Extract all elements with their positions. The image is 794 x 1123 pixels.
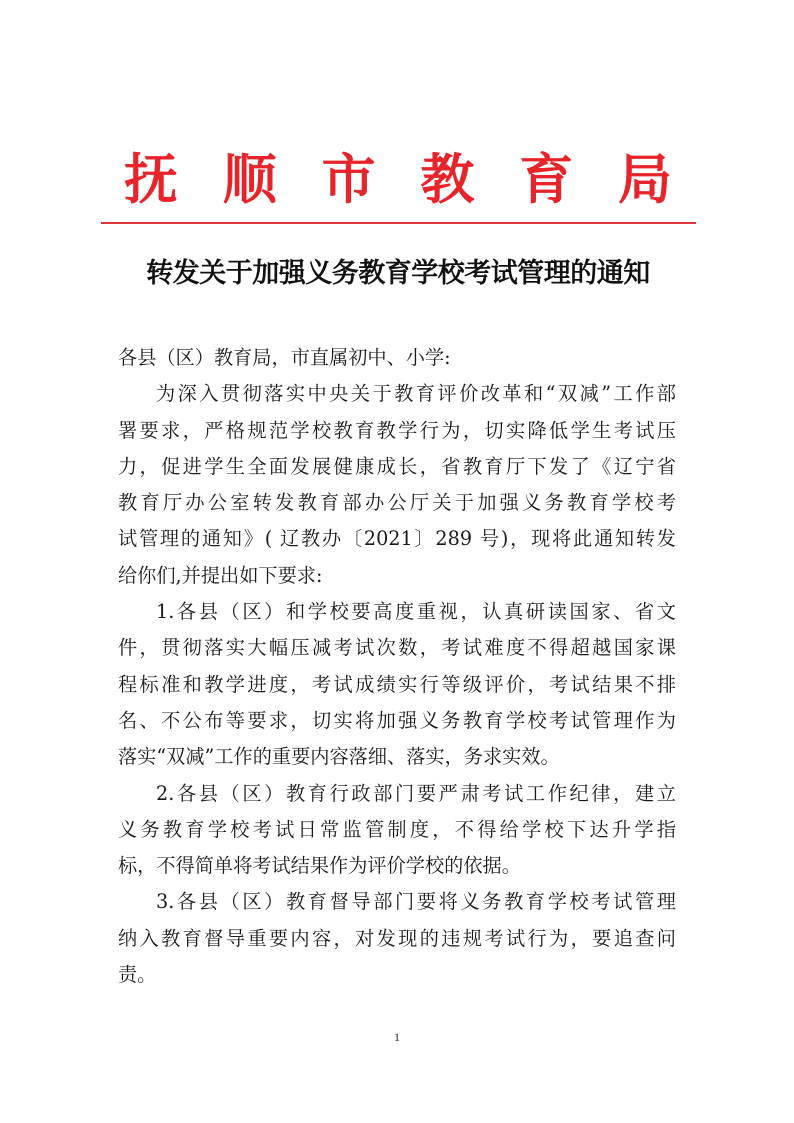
org-char: 市 xyxy=(321,146,376,211)
requirement-3 xyxy=(118,884,676,993)
paragraph-line: 责。 xyxy=(118,963,157,987)
requirement-1 xyxy=(118,594,676,775)
org-char: 抚 xyxy=(124,146,178,211)
paragraph-line: 程标准和教学进度，考试成绩实行等级评价，考试结果不排 xyxy=(118,672,676,696)
paragraph-line: 力，促进学生全面发展健康成长，省教育厅下发了《辽宁省 xyxy=(118,454,676,478)
page-number: 1 xyxy=(394,1030,400,1044)
paragraph-line: 件，贯彻落实大幅压减考试次数，考试难度不得超越国家课 xyxy=(118,636,676,660)
paragraph-line: 3.各县（区）教育督导部门要将义务教育学校考试管理 xyxy=(156,890,676,914)
paragraph-line: 标，不得简单将考试结果作为评价学校的依据。 xyxy=(118,854,521,878)
paragraph-line: 给你们,并提出如下要求: xyxy=(118,563,323,587)
document-body xyxy=(118,340,676,993)
org-char: 育 xyxy=(519,146,574,211)
header-divider xyxy=(101,222,696,224)
org-char: 顺 xyxy=(222,146,277,211)
paragraph-line: 纳入教育督导重要内容，对发现的违规考试行为，要追查问 xyxy=(118,926,676,950)
intro-paragraph xyxy=(118,376,676,594)
paragraph-line: 教育厅办公室转发教育部办公厅关于加强义务教育学校考 xyxy=(118,491,676,515)
requirement-2 xyxy=(118,776,676,885)
salutation: 各县（区）教育局，市直属初中、小学: xyxy=(118,346,451,369)
paragraph-line: 试管理的通知》( 辽教办〔2021〕289 号)，现将此通知转发 xyxy=(118,527,676,551)
paragraph-line: 为深入贯彻落实中央关于教育评价改革和“双减”工作部 xyxy=(156,382,676,406)
org-char: 局 xyxy=(617,146,672,211)
document-title: 转发关于加强义务教育学校考试管理的通知 xyxy=(146,258,650,289)
paragraph-line: 名、不公布等要求，切实将加强义务教育学校考试管理作为 xyxy=(118,708,676,732)
paragraph-line: 落实“双减”工作的重要内容落细、落实，务求实效。 xyxy=(118,745,560,769)
paragraph-line: 署要求，严格规范学校教育教学行为，切实降低学生考试压 xyxy=(118,418,676,442)
org-char: 教 xyxy=(420,146,475,211)
paragraph-line: 2.各县（区）教育行政部门要严肃考试工作纪律，建立 xyxy=(156,781,676,805)
paragraph-line: 1.各县（区）和学校要高度重视，认真研读国家、省文 xyxy=(156,600,676,624)
organization-header xyxy=(100,140,696,210)
paragraph-line: 义务教育学校考试日常监管制度，不得给学校下达升学指 xyxy=(118,817,676,841)
